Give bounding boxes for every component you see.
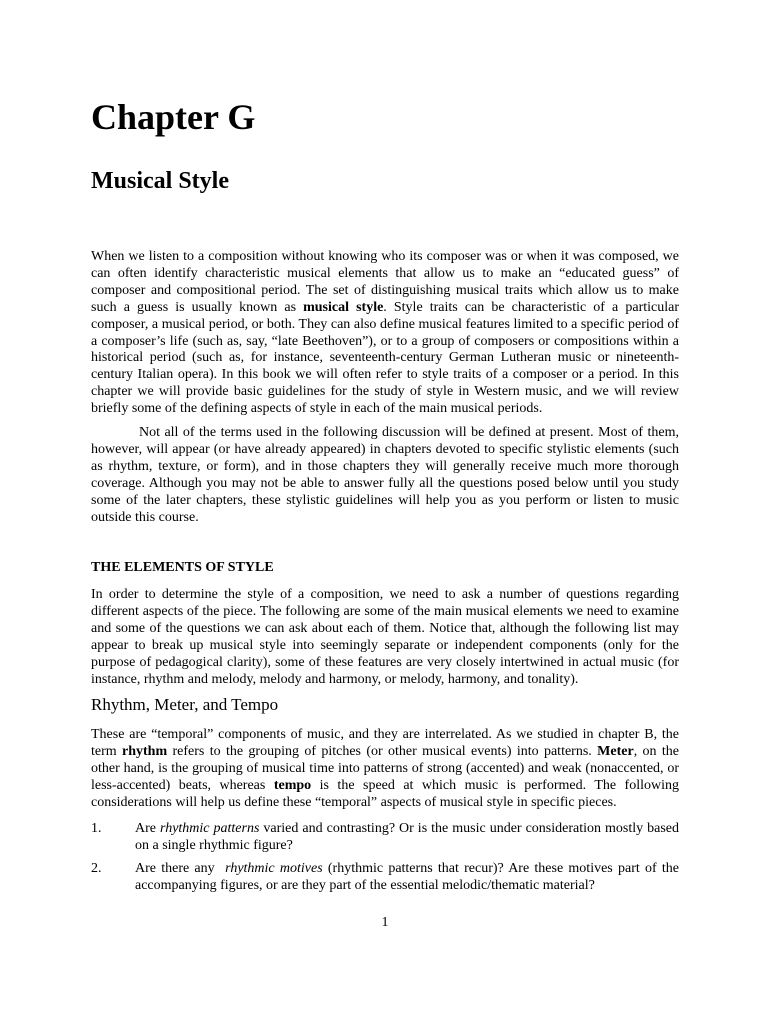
list-item-text-post: (rhythmic patterns that recur)? Are these motives part of the accompanying figures, or are they part of the essential melodic/thematic material? xyxy=(135,861,679,893)
list-item-number: 1. xyxy=(91,821,102,836)
intro-paragraph-2: Not all of the terms used in the following discussion will be defined at present. Most of them, however, will appear (or have already appeared) in chapters devoted to specific stylistic elements (such as rhythm, texture, or form), and in those chapters they will generally receive much more thorough coverage. Although you may not be able to answer fully all the questions posed below until you study some of the later chapters, these stylistic guidelines will help you as you perform or listen to music outside this course. xyxy=(91,425,679,525)
rhythm-text-3: , on the other hand, is the grouping of musical time into patterns of strong (accented) and weak (nonaccented, or less-accented) beats, whereas xyxy=(91,743,680,793)
subsection-heading-rhythm: Rhythm, Meter, and Tempo xyxy=(91,695,279,714)
intro-paragraph-1 xyxy=(91,249,679,418)
chapter-title: Chapter G xyxy=(91,97,256,137)
rhythm-text-1: These are “temporal” components of music, and they are interrelated. As we studied in chapter B, the term xyxy=(91,727,679,759)
list-item xyxy=(91,821,679,855)
term-rhythmic-motives: rhythmic motives xyxy=(225,861,323,876)
rhythm-paragraph xyxy=(91,727,679,812)
rhythm-text-2: refers to the grouping of pitches (or other musical events) into patterns. xyxy=(167,743,598,759)
term-rhythmic-patterns: rhythmic patterns xyxy=(160,821,260,836)
list-item-number: 2. xyxy=(91,861,102,876)
page-number: 1 xyxy=(381,915,389,930)
list-item-text xyxy=(135,821,679,855)
list-item-text-pre: Are xyxy=(135,821,160,836)
rhythm-text-4: is the speed at which music is performed. The following considerations will help us define these “temporal” aspects of musical style in specific pieces. xyxy=(91,777,680,810)
term-tempo: tempo xyxy=(273,777,312,793)
term-meter: Meter xyxy=(597,743,634,759)
section-heading-elements: THE ELEMENTS OF STYLE xyxy=(91,560,274,575)
elements-paragraph: In order to determine the style of a composition, we need to ask a number of questions regarding different aspects of the piece. The following are some of the main musical elements we need to examine and some of the questions we can ask about each of them. Notice that, although the following list may appear to break up musical style into seemingly separate or independent components (only for the purpose of pedagogical clarity), some of these features are very closely intertwined in actual music (for instance, rhythm and melody, melody and harmony, or melody, harmony, and tonality). xyxy=(91,587,679,687)
chapter-subtitle: Musical Style xyxy=(91,168,229,194)
list-item-text-pre: Are there any xyxy=(135,861,226,876)
list-item-text-post: varied and contrasting? Or is the music under consideration mostly based on a single rhythmic figure? xyxy=(135,821,679,853)
term-musical-style: musical style xyxy=(303,299,384,315)
intro-text-b: . Style traits can be characteristic of a particular composer, a musical period, or both. They can also define musical features limited to a specific period of a composer’s life (such as, say, “late Beethoven”), or to a group of composers or compositions within a historical period (such as, for instance, seventeenth-century German Lutheran music or nineteenth-century Italian opera). In this book we will often refer to style traits of a composer or a period. In this chapter we will provide basic guidelines for the study of style in Western music, and we will review briefly some of the defining aspects of style in each of the main musical periods. xyxy=(91,299,679,417)
list-item-text xyxy=(135,861,679,895)
list-item xyxy=(91,861,679,895)
intro-text-a: When we listen to a composition without knowing who its composer was or when it was composed, we can often identify characteristic musical elements that allow us to make an “educated guess” of composer and compositional period. The set of distinguishing musical traits which allow us to make such a guess is usually known as xyxy=(91,249,679,315)
term-rhythm: rhythm xyxy=(122,743,168,759)
